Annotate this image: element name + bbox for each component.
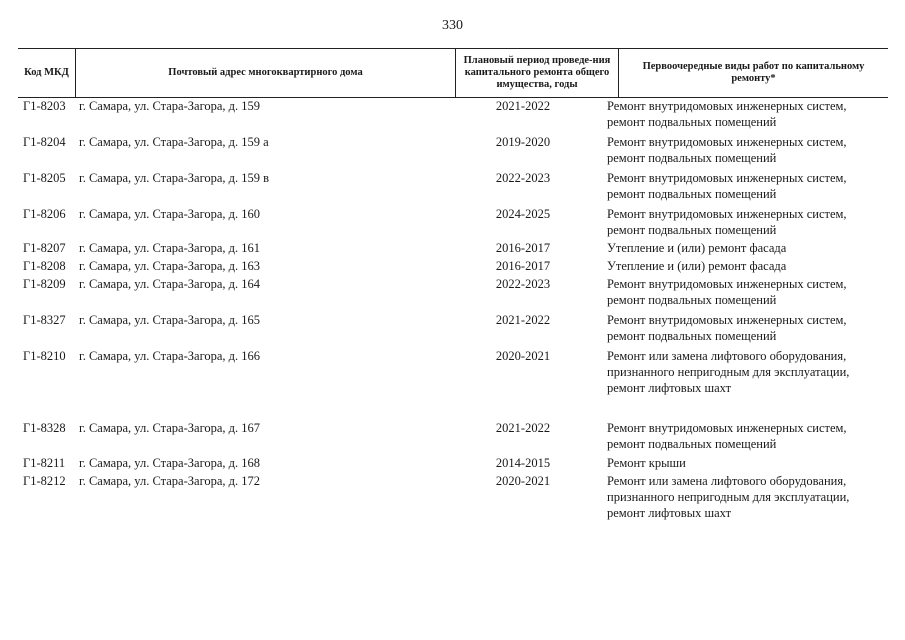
cell-works: [607, 455, 686, 471]
cell-period: 2022-2023: [495, 171, 551, 185]
cell-period: 2024-2025: [495, 207, 551, 221]
header-address: Почтовый адрес многоквартирного дома: [75, 49, 455, 97]
cell-address: г. Самара, ул. Стара-Загора, д. 172: [79, 474, 261, 488]
works-line: признанного непригодным для эксплуатации,: [607, 365, 850, 379]
cell-address: г. Самара, ул. Стара-Загора, д. 161: [79, 241, 261, 255]
cell-period: 2016-2017: [495, 259, 551, 273]
works-line: Ремонт или замена лифтового оборудования,: [607, 349, 847, 363]
works-line: Ремонт внутридомовых инженерных систем,: [607, 313, 847, 327]
header-period: Плановый период проведе-ния капитального ремонта общего имущества, годы: [455, 49, 618, 97]
cell-works: [607, 240, 786, 256]
cell-code: Г1-8208: [23, 259, 66, 273]
header-code: Код МКД: [24, 67, 69, 78]
cell-works: [607, 98, 847, 130]
cell-address: г. Самара, ул. Стара-Загора, д. 159: [79, 99, 261, 113]
cell-period: 2021-2022: [495, 313, 551, 327]
cell-period: 2021-2022: [495, 421, 551, 435]
works-line: Ремонт внутридомовых инженерных систем,: [607, 277, 847, 291]
header-works: Первоочередные виды работ по капитальному ремонту*: [618, 49, 888, 97]
cell-address: г. Самара, ул. Стара-Загора, д. 166: [79, 349, 261, 363]
works-line: ремонт подвальных помещений: [607, 187, 777, 201]
cell-period: 2014-2015: [495, 456, 551, 470]
cell-works: [607, 276, 847, 308]
works-line: Ремонт внутридомовых инженерных систем,: [607, 171, 847, 185]
cell-period: 2022-2023: [495, 277, 551, 291]
cell-code: Г1-8205: [23, 171, 66, 185]
works-line: признанного непригодным для эксплуатации,: [607, 490, 850, 504]
works-line: Ремонт внутридомовых инженерных систем,: [607, 421, 847, 435]
cell-address: г. Самара, ул. Стара-Загора, д. 160: [79, 207, 261, 221]
cell-code: Г1-8203: [23, 99, 66, 113]
works-line: ремонт подвальных помещений: [607, 437, 777, 451]
cell-code: Г1-8209: [23, 277, 66, 291]
cell-period: 2016-2017: [495, 241, 551, 255]
cell-works: [607, 170, 847, 202]
cell-address: г. Самара, ул. Стара-Загора, д. 168: [79, 456, 261, 470]
works-line: Ремонт или замена лифтового оборудования,: [607, 474, 847, 488]
cell-address: г. Самара, ул. Стара-Загора, д. 167: [79, 421, 261, 435]
cell-code: Г1-8204: [23, 135, 66, 149]
works-line: Ремонт внутридомовых инженерных систем,: [607, 99, 847, 113]
table-header: [18, 48, 888, 98]
cell-period: 2020-2021: [495, 474, 551, 488]
works-line: ремонт подвальных помещений: [607, 329, 777, 343]
cell-period: 2020-2021: [495, 349, 551, 363]
works-line: ремонт подвальных помещений: [607, 115, 777, 129]
page-number: 330: [442, 18, 463, 33]
cell-address: г. Самара, ул. Стара-Загора, д. 159 в: [79, 171, 270, 185]
cell-works: [607, 206, 847, 238]
cell-code: Г1-8328: [23, 421, 66, 435]
works-line: Утепление и (или) ремонт фасада: [607, 259, 787, 273]
cell-address: г. Самара, ул. Стара-Загора, д. 159 а: [79, 135, 269, 149]
cell-code: Г1-8327: [23, 313, 66, 327]
cell-code: Г1-8206: [23, 207, 66, 221]
cell-works: [607, 348, 849, 396]
cell-period: 2019-2020: [495, 135, 551, 149]
cell-address: г. Самара, ул. Стара-Загора, д. 165: [79, 313, 261, 327]
works-line: Ремонт крыши: [607, 456, 686, 470]
works-line: ремонт подвальных помещений: [607, 223, 777, 237]
works-line: Утепление и (или) ремонт фасада: [607, 241, 787, 255]
cell-works: [607, 473, 849, 521]
cell-works: [607, 258, 786, 274]
works-line: ремонт подвальных помещений: [607, 151, 777, 165]
cell-works: [607, 312, 847, 344]
cell-code: Г1-8211: [23, 456, 66, 470]
works-line: Ремонт внутридомовых инженерных систем,: [607, 207, 847, 221]
cell-period: 2021-2022: [495, 99, 551, 113]
cell-address: г. Самара, ул. Стара-Загора, д. 164: [79, 277, 261, 291]
cell-works: [607, 134, 847, 166]
works-line: ремонт подвальных помещений: [607, 293, 777, 307]
works-line: ремонт лифтовых шахт: [607, 506, 732, 520]
cell-works: [607, 420, 847, 452]
cell-code: Г1-8212: [23, 474, 66, 488]
works-line: Ремонт внутридомовых инженерных систем,: [607, 135, 847, 149]
cell-code: Г1-8210: [23, 349, 66, 363]
cell-address: г. Самара, ул. Стара-Загора, д. 163: [79, 259, 261, 273]
works-line: ремонт лифтовых шахт: [607, 381, 732, 395]
cell-code: Г1-8207: [23, 241, 66, 255]
